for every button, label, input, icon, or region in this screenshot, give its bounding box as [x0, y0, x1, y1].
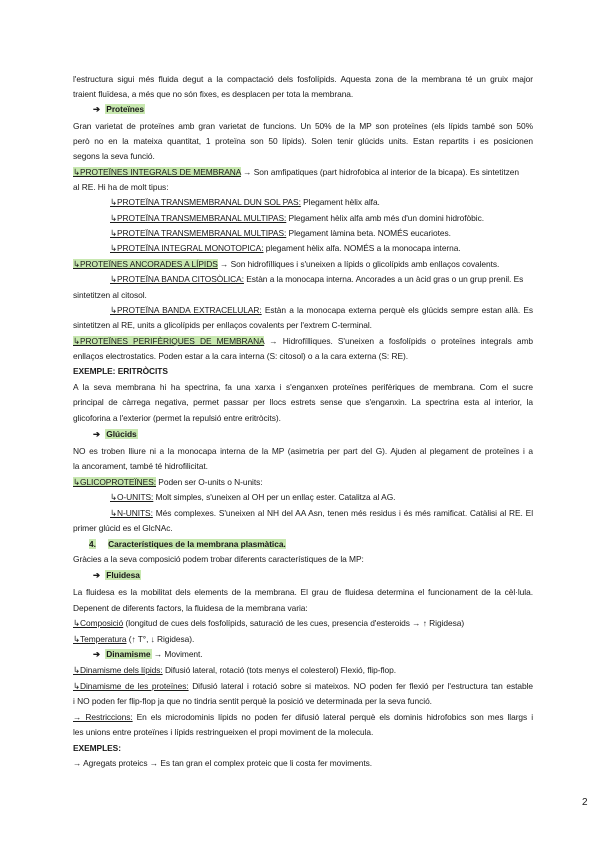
page-number: 2 — [582, 797, 588, 808]
paragraph-line: les unions entre proteïnes i lípids restringueixen el propi moviment de la molecula. — [73, 727, 374, 737]
examples-heading: EXEMPLES: — [73, 743, 121, 753]
paragraph-line: sintetitzen al RE, units a glicolípids per enllaços covalents per l'extrem C-terminal. — [73, 320, 372, 330]
paragraph-line: enllaços electrostatics. Poden estar a la cara interna (S: citosol) o a la cara externa (S: RE). — [73, 351, 409, 361]
list-item: ↳PROTEÏNA TRANSMEMBRANAL MULTIPAS: Plegament làmina beta. NOMÉS eucariotes. — [110, 228, 451, 238]
ancorades-line: ↳PROTEÏNES ANCORADES A LÍPIDS → Son hidrofílliques i s'uneixen a lípids o glicolípids amb enllaços covalents. — [73, 259, 500, 269]
arrow-icon: ➔ — [93, 104, 100, 114]
dinamisme-lipids-line: ↳Dinamisme dels lípids: Difusió lateral, rotació (tots menys el colesterol) Flexió, flip-flop. — [73, 665, 397, 675]
list-item: ↳PROTEÏNA BANDA EXTRACELULAR: Estàn a la monocapa externa perquè els glúcids sempre estan allà. Es — [110, 305, 534, 315]
integrals-line: ↳PROTEÏNES INTEGRALS DE MEMBRANA → Son amfipatiques (part hidrofobica al interior de la bicapa). Es sintetitzen — [73, 167, 520, 177]
paragraph-line: glicoforina a l'exterior (permet la repulsió entre eritròcits). — [73, 413, 281, 423]
heading-dinamisme: ➔ Dinamisme → Moviment. — [93, 649, 203, 659]
composicio-line: ↳Composició (longitud de cues dels fosfolípids, saturació de les cues, presencia d'esteroids → ↑ Rigidesa) — [73, 618, 465, 628]
heading-proteines: ➔ Proteïnes — [93, 104, 144, 114]
paragraph-line: Depenent de diferents factors, la fluidesa de la membrana varia: — [73, 603, 308, 613]
paragraph-line: Gran varietat de proteïnes amb gran varietat de funcions. Un 50% de la MP son proteïnes (els lípids també son 50% — [73, 121, 533, 131]
arrow-icon: ➔ — [93, 570, 100, 580]
list-item: ↳PROTEÏNA TRANSMEMBRANAL DUN SOL PAS: Plegament hèlix alfa. — [110, 197, 380, 207]
heading-fluidesa: ➔ Fluidesa — [93, 570, 140, 580]
list-item: ↳PROTEÏNA INTEGRAL MONOTOPICA: plegament hèlix alfa. NOMÉS a la monocapa interna. — [110, 243, 461, 253]
arrow-icon: ➔ — [93, 649, 100, 659]
arrow-icon: ➔ — [93, 429, 100, 439]
paragraph-line: Gràcies a la seva composició podem trobar diferents característiques de la MP: — [73, 554, 364, 564]
paragraph-line: segons la seva funció. — [73, 151, 155, 161]
list-item: ↳N-UNITS: Més complexes. S'uneixen al NH del AA Asn, tenen més residus i és més ramificat. Catàlisi al RE. El — [110, 508, 533, 518]
restriccions-line: → Restriccions: En els microdominis lípids no poden fer difusió lateral perquè els dominis hidrofobics son mes llargs i — [73, 712, 534, 722]
paragraph-line: A la seva membrana hi ha spectrina, fa una xarxa i s'enganxen proteïnes perifèriques de membrana. Com el sucre — [73, 382, 533, 392]
section-heading: 4. Característiques de la membrana plasmàtica. — [89, 539, 286, 549]
paragraph-line: primer glúcid es el GlcNAc. — [73, 523, 173, 533]
list-item: ↳PROTEÏNA TRANSMEMBRANAL MULTIPAS: Plegament hèlix alfa amb més d'un domini hidrofòbic. — [110, 213, 484, 223]
paragraph-line: La fluidesa es la mobilitat dels elements de la membrana. El grau de fluidesa determina el funcionament de la cèl·lula. — [73, 587, 533, 597]
paragraph-line: traient fluïdesa, a més que no són fixes, es desplacen per tota la membrana. — [73, 89, 354, 99]
paragraph-line: NO es troben lliure ni a la monocapa interna de la MP (asimetria per part del G). Ajuden al plegament de proteïnes i a — [73, 446, 533, 456]
paragraph-line: sintetitzen al citosol. — [73, 290, 147, 300]
paragraph-line: la ancorament, també té hidrofilicitat. — [73, 461, 208, 471]
list-item: ↳O-UNITS: Molt simples, s'uneixen al OH per un enllaç ester. Catalitza al AG. — [110, 492, 396, 502]
paragraph-line: l'estructura sigui més fluida degut a la compactació dels fosfolípids. Aquesta zona de la membrana té un gruix major — [73, 74, 533, 84]
paragraph-line: principal de càrrega negativa, permet passar per llocs estrets sense que s'enganxin. La spectrina esta al interior, la — [73, 397, 533, 407]
paragraph-line: però no en la mateixa quantitat, 1 proteïna son 50 lípids). Solen tenir glúcids units. Estan repartits i es posicionen — [73, 136, 533, 146]
example-heading: EXEMPLE: ERITRÒCITS — [73, 366, 168, 376]
glicoproteines-line: ↳GLICOPROTEÏNES: Poden ser O-units o N-units: — [73, 477, 263, 487]
dinamisme-proteines-line: ↳Dinamisme de les proteïnes: Difusió lateral i rotació sobre si mateixos. NO poden fer flexió per l'estructura tan estable — [73, 681, 533, 691]
list-item: ↳PROTEÏNA BANDA CITOSÒLICA: Estàn a la monocapa interna. Ancorades a un àcid gras o un grup prenil. Es — [110, 274, 524, 284]
periferiques-line: ↳PROTEÏNES PERIFÈRIQUES DE MEMBRANA → Hidrofílliques. S'uneixen a fosfolípids o proteïnes integrals amb — [73, 336, 533, 346]
heading-glucids: ➔ Glúcids — [93, 429, 137, 439]
paragraph-line: → Agregats proteics → Es tan gran el complex proteic que li costa fer moviments. — [73, 758, 373, 768]
temperatura-line: ↳Temperatura (↑ T°, ↓ Rigidesa). — [73, 634, 195, 644]
paragraph-line: i NO poden fer flip-flop ja que no tindria sentit perquè la posició ve determinada per la seva funció. — [73, 696, 432, 706]
paragraph-line: al RE. Hi ha de molt tipus: — [73, 182, 169, 192]
